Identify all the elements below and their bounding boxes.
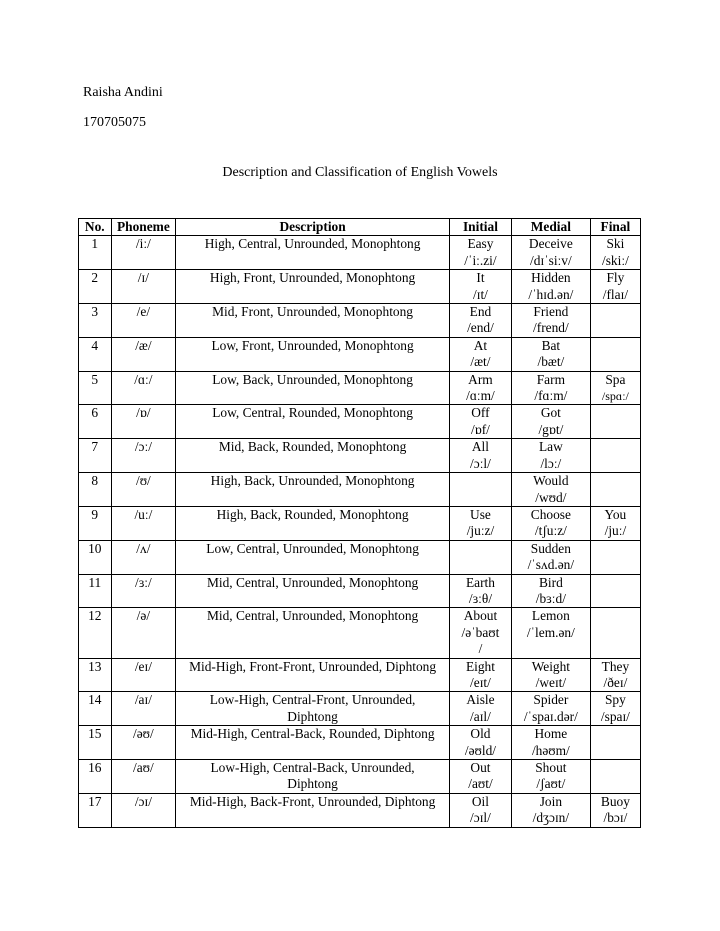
cell-medial-line: Bat (541, 337, 561, 353)
cell-medial (511, 270, 590, 304)
cell-medial (511, 760, 590, 794)
cell-description-line: Mid-High, Front-Front, Unrounded, Diphtong (189, 658, 437, 674)
cell-initial (449, 506, 511, 540)
cell-no: 13 (79, 658, 112, 692)
cell-initial-line: Out (470, 760, 491, 775)
cell-initial-line: Aisle (466, 692, 495, 708)
cell-medial-line: /frend/ (533, 320, 569, 336)
table-row (79, 371, 641, 405)
cell-initial-line: /əˈbaʊt (461, 624, 500, 640)
cell-final-line: You (604, 506, 627, 522)
cell-no: 1 (79, 236, 112, 270)
cell-initial-line: Oil (471, 793, 490, 809)
cell-description (176, 658, 450, 692)
cell-medial-line: Weight (531, 658, 571, 674)
table-row (79, 692, 641, 726)
cell-medial-line: Friend (533, 304, 569, 320)
cell-medial (511, 608, 590, 658)
cell-medial-line: /dɪˈsiːv/ (530, 252, 572, 268)
cell-phoneme: /ɜː/ (111, 574, 176, 608)
cell-initial-line: Earth (465, 574, 495, 590)
cell-initial (449, 540, 511, 574)
cell-initial-line: /ˈiː.zi/ (464, 252, 497, 268)
cell-medial-line: /gɒt/ (538, 421, 564, 437)
cell-description-line: High, Back, Unrounded, Monophtong (210, 473, 415, 489)
cell-phoneme: /ɒ/ (111, 405, 176, 439)
cell-medial (511, 692, 590, 726)
cell-initial (449, 658, 511, 692)
cell-medial (511, 439, 590, 473)
cell-initial-line: /ɔɪl/ (470, 810, 491, 826)
table-row (79, 608, 641, 658)
column-header-no: No. (79, 219, 112, 236)
cell-phoneme: /ʊ/ (111, 473, 176, 507)
cell-medial-line: Law (538, 439, 563, 455)
cell-phoneme: /uː/ (111, 506, 176, 540)
cell-medial-line: /weɪt/ (535, 674, 567, 690)
vowel-table-body (79, 236, 641, 827)
cell-initial (449, 793, 511, 827)
cell-no: 10 (79, 540, 112, 574)
cell-no: 17 (79, 793, 112, 827)
cell-medial-line: /ˈsʌd.ən/ (527, 557, 575, 573)
cell-medial-line: Lemon (531, 608, 570, 624)
cell-initial (449, 574, 511, 608)
table-row (79, 506, 641, 540)
cell-final (590, 236, 640, 270)
cell-initial-line: /ɪt/ (473, 286, 488, 302)
cell-medial-line: Spider (533, 692, 569, 708)
cell-description (176, 692, 450, 726)
cell-initial-line: Eight (465, 658, 495, 674)
cell-final-line: Ski (606, 236, 625, 252)
cell-description-line: Mid, Back, Rounded, Monophtong (218, 439, 407, 455)
cell-initial (449, 760, 511, 794)
cell-no: 16 (79, 760, 112, 794)
table-row (79, 337, 641, 371)
cell-initial-line: Old (470, 726, 491, 742)
cell-description-line: High, Back, Rounded, Monophtong (216, 506, 409, 522)
cell-medial-line: Deceive (528, 236, 573, 252)
cell-description (176, 760, 450, 794)
cell-phoneme: /æ/ (111, 337, 176, 371)
cell-medial-line: /bæt/ (537, 354, 565, 370)
cell-description (176, 337, 450, 371)
cell-final-line: /spɑː/ (601, 389, 629, 404)
cell-description-line: Diphtong (287, 708, 338, 724)
table-row (79, 793, 641, 827)
cell-initial-line: /juːz/ (466, 523, 495, 539)
cell-description-line: Low, Central, Rounded, Monophtong (212, 405, 413, 421)
cell-final-line: Spy (604, 692, 626, 708)
cell-final (590, 270, 640, 304)
cell-description-line: Low-High, Central-Front, Unrounded, (209, 692, 416, 708)
cell-final (590, 304, 640, 338)
cell-description (176, 506, 450, 540)
cell-initial-line: / (478, 641, 483, 657)
author-name: Raisha Andini (83, 85, 163, 100)
cell-medial-line: /dʒɔɪn/ (532, 810, 570, 826)
cell-description-line: Low, Front, Unrounded, Monophtong (211, 337, 414, 353)
cell-medial-line: Got (540, 405, 561, 421)
cell-initial-line: /ɑːm/ (466, 388, 495, 404)
cell-initial-line: /æt/ (470, 354, 491, 370)
cell-phoneme: /ɑː/ (111, 371, 176, 405)
cell-medial (511, 236, 590, 270)
cell-initial-line: /ɜːθ/ (468, 590, 493, 606)
cell-medial (511, 405, 590, 439)
cell-description-line: Diphtong (287, 776, 338, 792)
cell-phoneme: /ɔɪ/ (111, 793, 176, 827)
cell-medial-line: Shout (535, 760, 567, 775)
cell-initial-line: End (469, 304, 492, 320)
cell-medial (511, 793, 590, 827)
cell-description (176, 270, 450, 304)
cell-medial-line: /bɜːd/ (535, 590, 566, 606)
cell-final-line: Buoy (600, 793, 630, 809)
cell-phoneme: /e/ (111, 304, 176, 338)
cell-final-line: /spaɪ/ (600, 708, 630, 724)
cell-description-line: High, Central, Unrounded, Monophtong (204, 236, 421, 252)
cell-description (176, 236, 450, 270)
cell-phoneme: /ʌ/ (111, 540, 176, 574)
cell-no: 2 (79, 270, 112, 304)
cell-phoneme: /əʊ/ (111, 726, 176, 760)
cell-final-line: Fly (606, 270, 625, 286)
cell-final-line: Spa (605, 371, 626, 387)
cell-no: 7 (79, 439, 112, 473)
cell-medial-line: Farm (536, 371, 565, 387)
column-header-medial: Medial (511, 219, 590, 236)
cell-no: 6 (79, 405, 112, 439)
cell-initial-line: /end/ (467, 320, 494, 336)
cell-initial-line: /aʊt/ (468, 776, 493, 792)
student-id: 170705075 (83, 115, 146, 130)
cell-initial-line: About (463, 608, 498, 624)
cell-medial-line: Hidden (531, 270, 571, 286)
table-row (79, 760, 641, 794)
cell-medial-line: /ˈhɪd.ən/ (528, 286, 574, 302)
cell-description-line: Mid, Front, Unrounded, Monophtong (212, 304, 414, 320)
table-row (79, 304, 641, 338)
cell-description (176, 608, 450, 658)
cell-final (590, 574, 640, 608)
cell-medial (511, 540, 590, 574)
cell-description-line: Mid, Central, Unrounded, Monophtong (206, 608, 419, 624)
cell-medial-line: Sudden (530, 540, 571, 556)
table-row (79, 405, 641, 439)
cell-description-line: Low, Back, Unrounded, Monophtong (212, 371, 413, 387)
cell-medial-line: /tʃuːz/ (534, 523, 567, 539)
cell-medial-line: /ˈlem.ən/ (526, 624, 575, 640)
cell-medial-line: /həʊm/ (531, 742, 570, 758)
cell-final (590, 692, 640, 726)
cell-phoneme: /aʊ/ (111, 760, 176, 794)
cell-medial (511, 506, 590, 540)
column-header-final: Final (590, 219, 640, 236)
cell-final (590, 405, 640, 439)
cell-medial-line: /fɑːm/ (534, 388, 568, 404)
cell-description (176, 371, 450, 405)
cell-no: 4 (79, 337, 112, 371)
cell-no: 9 (79, 506, 112, 540)
cell-initial (449, 692, 511, 726)
cell-initial-line: Easy (467, 236, 494, 252)
cell-initial-line: It (476, 270, 485, 286)
cell-final (590, 760, 640, 794)
cell-medial-line: /ˈspaɪ.dər/ (523, 708, 578, 724)
cell-final (590, 371, 640, 405)
cell-medial (511, 304, 590, 338)
cell-final (590, 793, 640, 827)
cell-medial-line: Choose (530, 506, 571, 522)
cell-final (590, 473, 640, 507)
cell-no: 14 (79, 692, 112, 726)
cell-initial-line: /əʊld/ (464, 742, 497, 758)
cell-initial (449, 337, 511, 371)
cell-medial (511, 371, 590, 405)
cell-final (590, 337, 640, 371)
cell-initial-line: /aɪl/ (470, 708, 491, 724)
vowel-table (78, 218, 641, 828)
cell-final (590, 726, 640, 760)
cell-no: 12 (79, 608, 112, 658)
cell-final-line: /skiː/ (602, 252, 629, 268)
cell-description (176, 405, 450, 439)
cell-initial-line: Arm (468, 371, 493, 387)
cell-medial (511, 658, 590, 692)
cell-description (176, 793, 450, 827)
cell-initial-line: All (471, 439, 490, 455)
cell-description-line: High, Front, Unrounded, Monophtong (209, 270, 416, 286)
cell-no: 11 (79, 574, 112, 608)
cell-final (590, 658, 640, 692)
cell-description (176, 574, 450, 608)
cell-initial-line: /eɪt/ (470, 674, 491, 690)
cell-phoneme: /ɪ/ (111, 270, 176, 304)
cell-initial (449, 473, 511, 507)
cell-medial (511, 574, 590, 608)
cell-no: 5 (79, 371, 112, 405)
cell-initial (449, 304, 511, 338)
cell-medial-line: /ʃaʊt/ (536, 776, 566, 792)
cell-no: 15 (79, 726, 112, 760)
cell-initial (449, 608, 511, 658)
cell-initial (449, 371, 511, 405)
cell-medial-line: /lɔː/ (540, 455, 562, 471)
cell-medial (511, 473, 590, 507)
cell-initial (449, 270, 511, 304)
cell-final-line: /ðeɪ/ (603, 674, 628, 690)
cell-initial (449, 726, 511, 760)
cell-description-line: Mid-High, Central-Back, Rounded, Diphtong (190, 726, 435, 742)
cell-phoneme: /iː/ (111, 236, 176, 270)
cell-final (590, 608, 640, 658)
table-row (79, 540, 641, 574)
cell-final (590, 506, 640, 540)
table-row (79, 473, 641, 507)
cell-description-line: Low, Central, Unrounded, Monophtong (206, 540, 419, 556)
cell-description (176, 540, 450, 574)
cell-initial-line: /ɒf/ (471, 421, 490, 437)
cell-description (176, 726, 450, 760)
cell-description (176, 304, 450, 338)
cell-medial-line: /wʊd/ (535, 489, 567, 505)
cell-medial-line: Home (534, 726, 568, 742)
cell-description-line: Mid, Central, Unrounded, Monophtong (206, 574, 419, 590)
cell-initial-line: Use (470, 506, 491, 522)
cell-description-line: Mid-High, Back-Front, Unrounded, Diphtong (189, 793, 436, 809)
cell-phoneme: /eɪ/ (111, 658, 176, 692)
cell-medial-line: Join (539, 793, 563, 809)
cell-initial-line: Off (471, 405, 490, 421)
cell-phoneme: /ɔː/ (111, 439, 176, 473)
cell-medial (511, 726, 590, 760)
cell-medial-line: Bird (538, 574, 563, 590)
table-row (79, 658, 641, 692)
cell-description-line: Low-High, Central-Back, Unrounded, (210, 760, 415, 775)
document-title: Description and Classification of English Vowels (222, 165, 498, 180)
cell-phoneme: /ə/ (111, 608, 176, 658)
cell-initial-line: /ɔːl/ (470, 455, 491, 471)
cell-final-line: /bɔɪ/ (603, 810, 628, 826)
table-row (79, 726, 641, 760)
cell-initial (449, 439, 511, 473)
cell-initial (449, 236, 511, 270)
cell-final-line: /flaɪ/ (602, 286, 629, 302)
cell-medial-line: Would (533, 473, 569, 489)
column-header-initial: Initial (449, 219, 511, 236)
column-header-description: Description (176, 219, 450, 236)
table-header-row (79, 219, 641, 236)
cell-initial (449, 405, 511, 439)
cell-final-line: They (601, 658, 630, 674)
cell-no: 3 (79, 304, 112, 338)
cell-final (590, 439, 640, 473)
table-row (79, 236, 641, 270)
cell-phoneme: /aɪ/ (111, 692, 176, 726)
table-row (79, 574, 641, 608)
cell-final (590, 540, 640, 574)
column-header-phoneme: Phoneme (111, 219, 176, 236)
cell-no: 8 (79, 473, 112, 507)
cell-initial-line: At (473, 337, 488, 353)
table-row (79, 270, 641, 304)
table-row (79, 439, 641, 473)
cell-final-line: /juː/ (604, 523, 627, 539)
cell-description (176, 439, 450, 473)
cell-medial (511, 337, 590, 371)
cell-description (176, 473, 450, 507)
